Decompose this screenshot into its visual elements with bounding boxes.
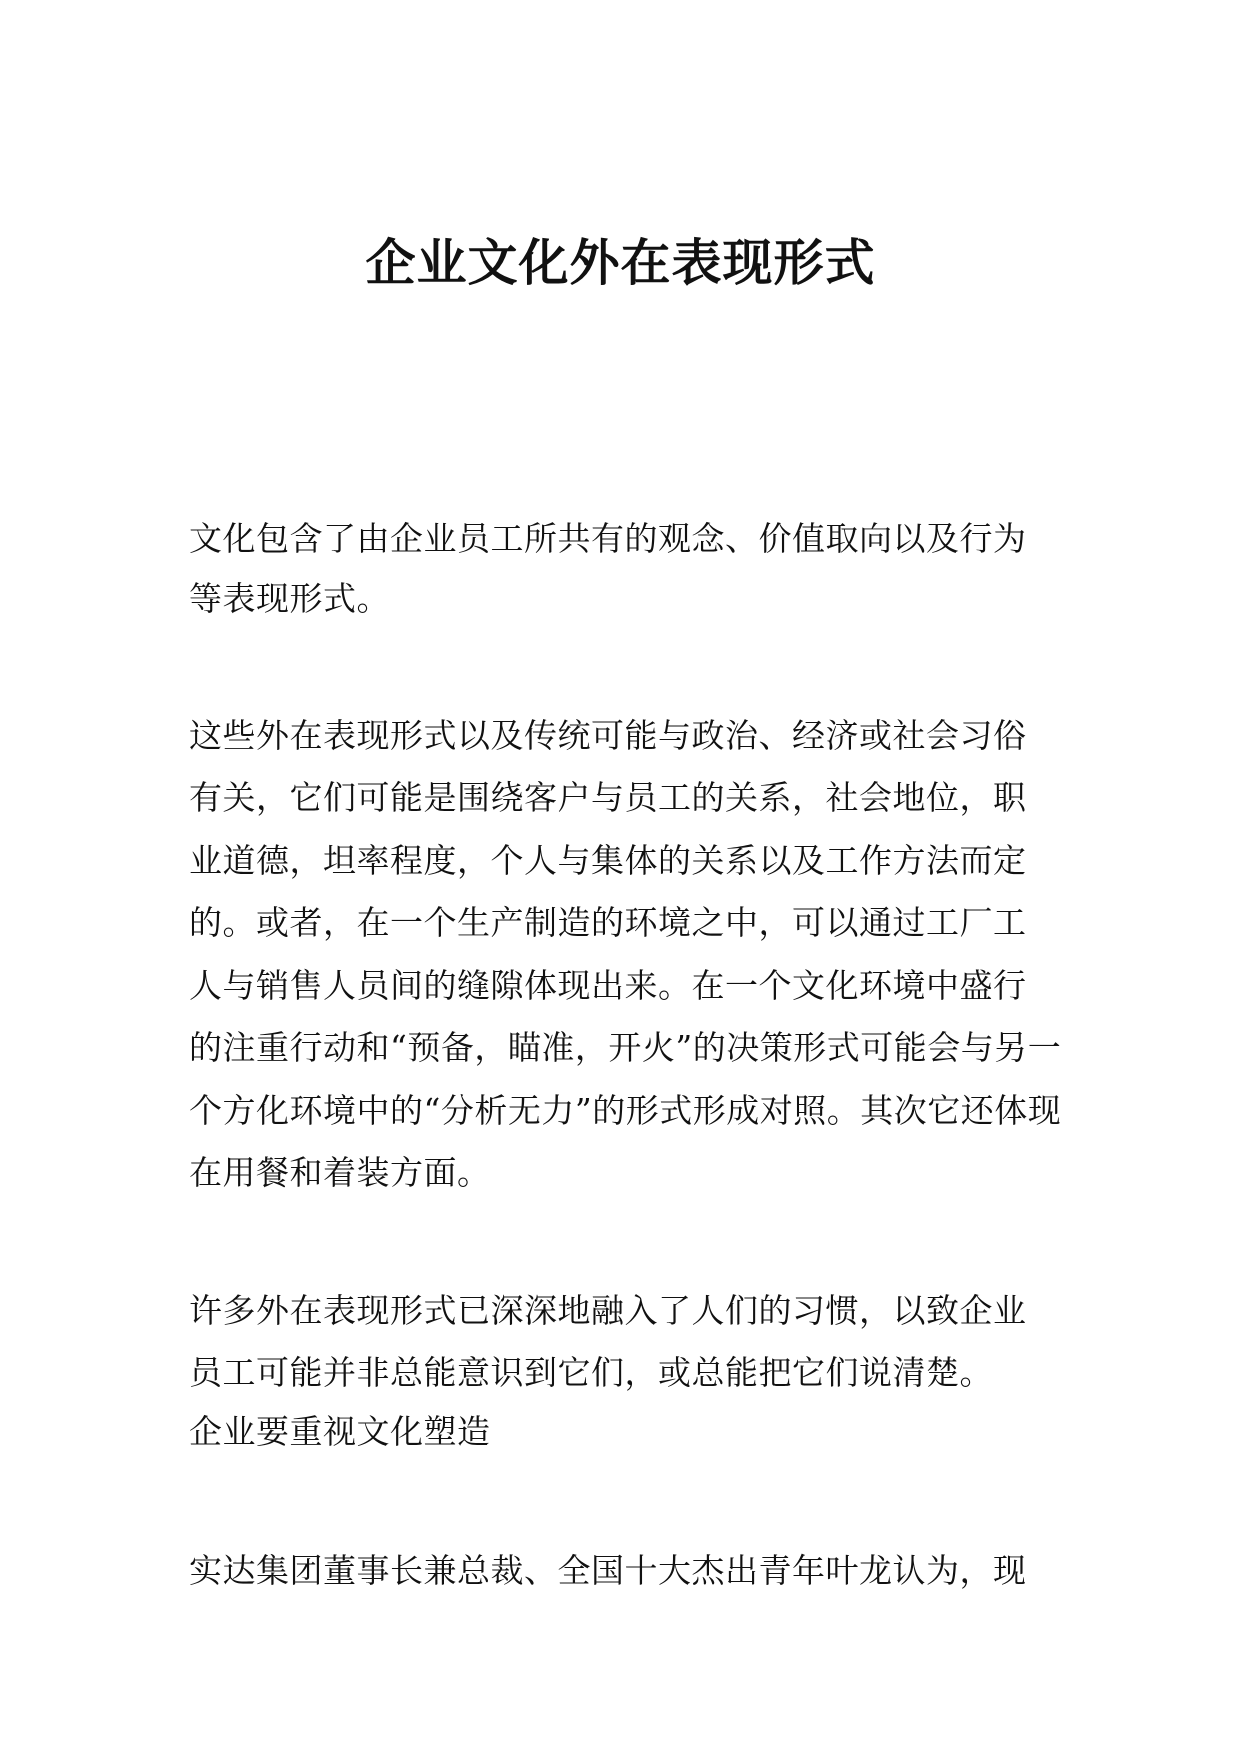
text-line: 实达集团董事长兼总裁、全国十大杰出青年叶龙认为，现 xyxy=(189,1551,1027,1590)
text-line: 这些外在表现形式以及传统可能与政治、经济或社会习俗 xyxy=(189,716,1027,755)
page-title: 企业文化外在表现形式 xyxy=(365,233,876,292)
text-line: 许多外在表现形式已深深地融入了人们的习惯，以致企业 xyxy=(189,1291,1027,1330)
text-line: 文化包含了由企业员工所共有的观念、价值取向以及行为 xyxy=(189,519,1027,558)
text-line: 个方化环境中的“分析无力”的形式形成对照。其次它还体现 xyxy=(189,1091,1062,1130)
text-line: 有关，它们可能是围绕客户与员工的关系，社会地位，职 xyxy=(189,778,1027,817)
text-line: 人与销售人员间的缝隙体现出来。在一个文化环境中盛行 xyxy=(189,966,1027,1005)
text-line: 等表现形式。 xyxy=(189,579,390,618)
text-line: 在用餐和着装方面。 xyxy=(189,1153,491,1192)
text-line: 员工可能并非总能意识到它们，或总能把它们说清楚。 xyxy=(189,1353,993,1392)
text-line: 业道德，坦率程度，个人与集体的关系以及工作方法而定 xyxy=(189,841,1027,880)
text-line: 的。或者，在一个生产制造的环境之中，可以通过工厂工 xyxy=(189,903,1027,942)
text-line: 的注重行动和“预备，瞄准，开火”的决策形式可能会与另一 xyxy=(189,1028,1062,1067)
section-heading: 企业要重视文化塑造 xyxy=(189,1412,491,1451)
